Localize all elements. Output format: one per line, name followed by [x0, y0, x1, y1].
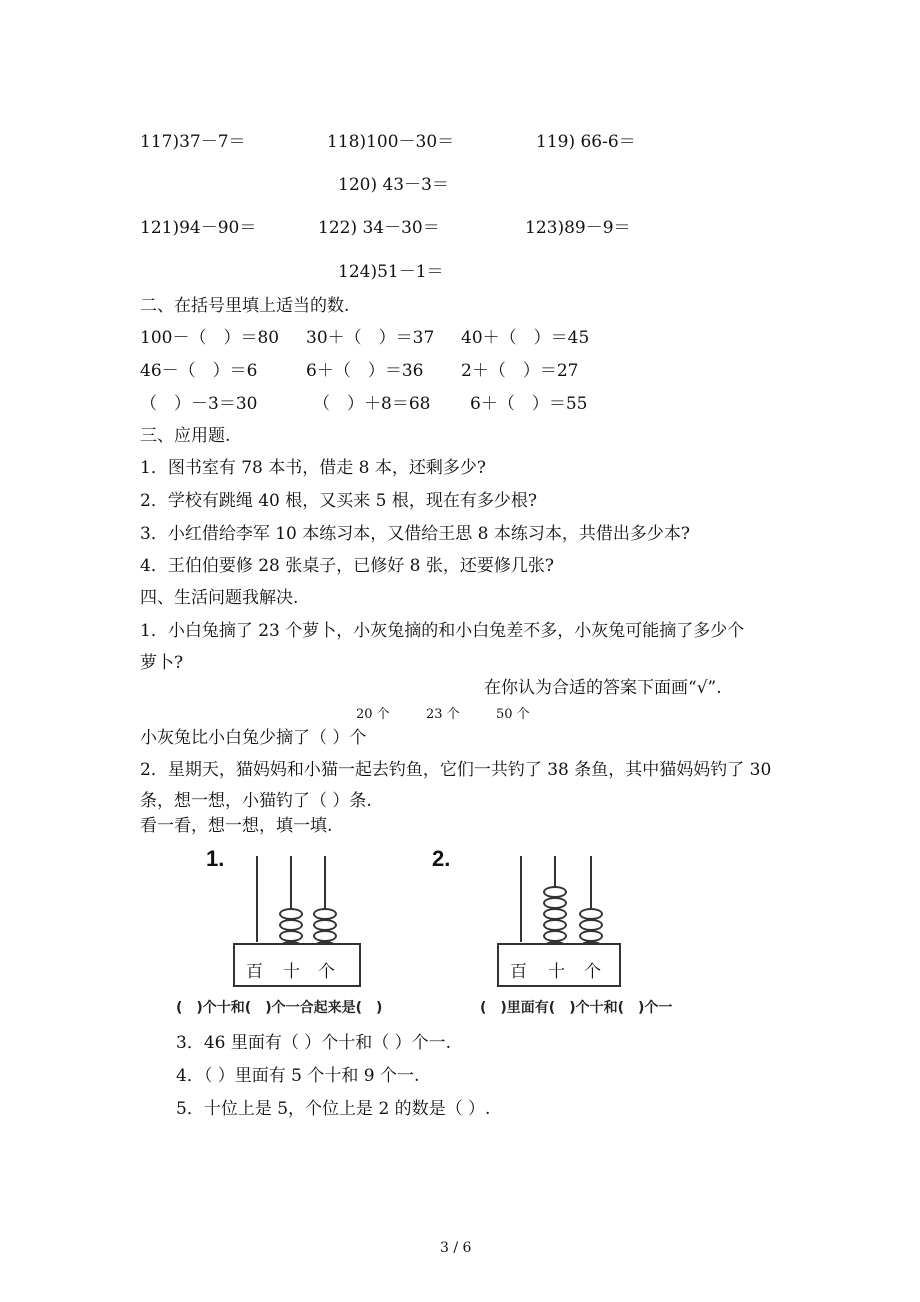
section3-title: 三、应用题. — [140, 426, 231, 446]
fill-blank-item: 40＋（ ）＝45 — [461, 328, 590, 348]
section2-title: 二、在括号里填上适当的数. — [140, 296, 350, 316]
fill-blank-item: （ ）＋8＝68 — [313, 394, 431, 414]
place-hundreds: 百 — [246, 962, 263, 982]
look-think-fill: 看一看，想一想，填一填. — [140, 816, 333, 836]
exercise-124: 124)51－1＝ — [338, 262, 444, 282]
fill-blank-item: 2＋（ ）＝27 — [461, 361, 579, 381]
fill-blank-item: （ ）－3＝30 — [140, 394, 258, 414]
figure-caption: ( )个十和( )个一合起来是( ) — [176, 1000, 383, 1016]
place-tens: 十 — [283, 962, 300, 982]
exercise-123: 123)89－9＝ — [525, 218, 631, 238]
answer-option: 23 个 — [426, 707, 460, 722]
fill-blank-item: 6＋（ ）＝36 — [306, 361, 424, 381]
answer-instruction: 在你认为合适的答案下面画“√”. — [484, 678, 722, 698]
page-number: 3 / 6 — [440, 1240, 472, 1256]
word-problem: 3．小红借给李军 10 本练习本，又借给王思 8 本练习本，共借出多少本? — [140, 524, 690, 544]
fill-blank-item: 46－（ ）＝6 — [140, 361, 258, 381]
exercise-122: 122) 34－30＝ — [318, 218, 440, 238]
life-problem-line: 萝卜? — [140, 653, 184, 673]
life-problem-fill: 小灰兔比小白兔少摘了（ ）个 — [140, 728, 367, 748]
section4-title: 四、生活问题我解决. — [140, 588, 299, 608]
exercise-118: 118)100－30＝ — [327, 132, 455, 152]
fill-blank-item: 30＋（ ）＝37 — [306, 328, 435, 348]
answer-option: 50 个 — [496, 707, 530, 722]
exercise-120: 120) 43－3＝ — [338, 175, 449, 195]
fill-blank-item: 100－（ ）＝80 — [140, 328, 280, 348]
fill-question: 3．46 里面有（ ）个十和（ ）个一. — [176, 1033, 452, 1053]
figure-label: 1. — [206, 846, 225, 871]
word-problem: 2．学校有跳绳 40 根，又买来 5 根，现在有多少根? — [140, 491, 537, 511]
fill-question: 5．十位上是 5，个位上是 2 的数是（ ）. — [176, 1099, 491, 1119]
exercise-117: 117)37－7＝ — [140, 132, 246, 152]
life-problem-line: 1．小白兔摘了 23 个萝卜，小灰兔摘的和小白兔差不多，小灰兔可能摘了多少个 — [140, 621, 745, 641]
life-problem-line: 条，想一想，小猫钓了（ ）条. — [140, 791, 372, 811]
fill-blank-item: 6＋（ ）＝55 — [470, 394, 588, 414]
word-problem: 1．图书室有 78 本书，借走 8 本，还剩多少? — [140, 458, 486, 478]
place-tens: 十 — [548, 962, 565, 982]
abacus-rod-hundreds — [520, 856, 522, 942]
exercise-121: 121)94－90＝ — [140, 218, 257, 238]
exercise-119: 119) 66-6＝ — [536, 132, 636, 152]
figure-label: 2. — [432, 846, 451, 871]
place-hundreds: 百 — [510, 962, 527, 982]
figure-caption: ( )里面有( )个十和( )个一 — [480, 1000, 673, 1016]
place-ones: 个 — [584, 962, 601, 982]
fill-question: 4．（ ）里面有 5 个十和 9 个一. — [176, 1066, 420, 1086]
abacus-rod-hundreds — [256, 856, 258, 942]
life-problem-line: 2．星期天，猫妈妈和小猫一起去钓鱼，它们一共钓了 38 条鱼，其中猫妈妈钓了 30 — [140, 760, 772, 780]
answer-option: 20 个 — [356, 707, 390, 722]
word-problem: 4．王伯伯要修 28 张桌子，已修好 8 张，还要修几张? — [140, 556, 554, 576]
place-ones: 个 — [318, 962, 335, 982]
